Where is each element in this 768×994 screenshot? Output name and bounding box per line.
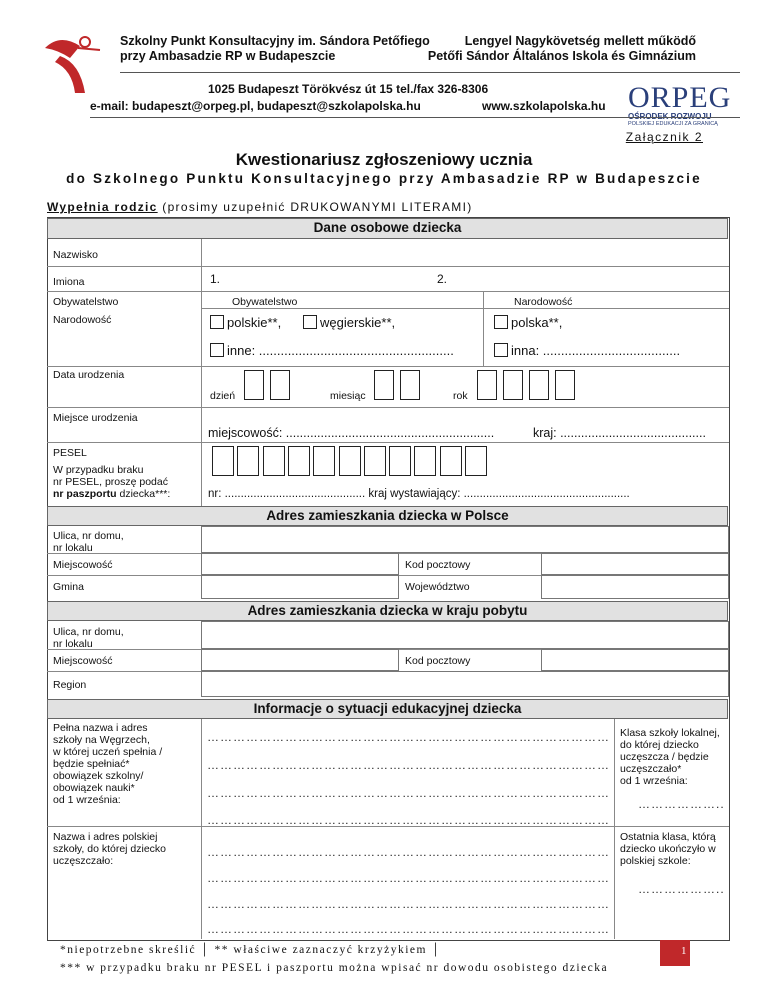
local-school-line-3[interactable]: ………………………………………………………………………………… [207, 786, 610, 800]
fill-instruction-bold: Wypełnia rodzic [47, 200, 158, 214]
pl-street-label-1: Ulica, nr domu, [53, 530, 124, 542]
pesel-note-2: nr PESEL, proszę podać [53, 476, 168, 488]
year-digit-3[interactable] [529, 370, 549, 400]
nationality-column-header: Narodowość [514, 296, 573, 308]
last-class-line: polskiej szkole: [620, 855, 691, 867]
school-name-pl [120, 34, 430, 64]
page-number: 1 [681, 945, 687, 957]
polish-school-line: szkoły, do której dziecko [53, 843, 167, 855]
header-divider-bottom [90, 117, 740, 118]
local-school-line-1[interactable]: ………………………………………………………………………………… [207, 730, 610, 744]
polish-school-line-4[interactable]: ………………………………………………………………………………… [207, 922, 610, 936]
polish-school-label [53, 831, 166, 867]
attachment-label: Załącznik 2 [625, 130, 703, 144]
school-name-line2: przy Ambasadzie RP w Budapeszcie [120, 49, 336, 63]
month-digit-2[interactable] [400, 370, 420, 400]
orpeg-logo-text: ORPEG [628, 81, 732, 114]
local-school-line-2[interactable]: ………………………………………………………………………………… [207, 758, 610, 772]
orpeg-sub1: OŚRODEK ROZWOJU [628, 112, 712, 121]
abroad-street-input[interactable] [201, 621, 729, 649]
local-school-line: od 1 września: [53, 794, 121, 806]
pesel-digit-2[interactable] [237, 446, 259, 476]
birth-country-field[interactable]: kraj: .......................................... [533, 426, 706, 440]
opt-hungarian[interactable] [303, 315, 395, 330]
opt-hungarian-label: węgierskie**, [320, 315, 396, 330]
pesel-digit-1[interactable] [212, 446, 234, 476]
name1-field[interactable]: 1. [210, 272, 221, 286]
abroad-postal-input[interactable] [541, 649, 729, 671]
year-digit-4[interactable] [555, 370, 575, 400]
polish-school-line: uczęszczało: [53, 855, 114, 867]
local-class-line: do której dziecko [620, 739, 699, 751]
local-school-line-4[interactable]: ………………………………………………………………………………… [207, 813, 610, 827]
pesel-label: PESEL [53, 447, 87, 459]
pesel-digit-9[interactable] [414, 446, 436, 476]
school-website[interactable]: www.szkolapolska.hu [482, 99, 606, 113]
fill-instruction-rest: (prosimy uzupełnić DRUKOWANYMI LITERAMI) [157, 200, 473, 214]
local-school-line: obowiązek nauki* [53, 782, 135, 794]
birth-locality-field[interactable]: miejscowość: ............................................................ [208, 426, 495, 440]
day-digit-2[interactable] [270, 370, 290, 400]
row-divider [47, 442, 729, 443]
fill-instruction [47, 200, 473, 214]
citizenship-nationality-divider [483, 292, 484, 367]
local-class-label [620, 727, 720, 787]
checkbox-polish[interactable] [210, 315, 224, 329]
orpeg-sub2: POLSKIEJ EDUKACJI ZA GRANICĄ [628, 121, 718, 127]
polish-school-line: Nazwa i adres polskiej [53, 831, 158, 843]
local-school-line: szkoły na Węgrzech, [53, 734, 150, 746]
pl-voivodeship-input[interactable] [541, 575, 729, 599]
abroad-street-label-2: nr lokalu [53, 638, 93, 650]
pl-street-input[interactable] [201, 526, 729, 553]
abroad-postal-label: Kod pocztowy [405, 655, 471, 667]
polish-school-line-1[interactable]: ………………………………………………………………………………… [207, 845, 610, 859]
year-digit-1[interactable] [477, 370, 497, 400]
opt-polska-label: polska**, [511, 315, 563, 330]
subheader-divider [201, 308, 729, 309]
section-personal: Dane osobowe dziecka [47, 218, 728, 239]
citizenship-column-header: Obywatelstwo [232, 296, 298, 308]
surname-label: Nazwisko [53, 249, 98, 261]
section-education: Informacje o sytuacji edukacyjnej dziecka [47, 699, 728, 719]
row-divider [47, 266, 729, 267]
abroad-region-label: Region [53, 679, 87, 691]
local-class-line: uczęszcza / będzie [620, 751, 709, 763]
pl-street-label-2: nr lokalu [53, 542, 93, 554]
school-name-hu-line2: Petőfi Sándor Általános Iskola és Gimnázium [427, 49, 696, 63]
abroad-city-label: Miejscowość [53, 655, 113, 667]
checkbox-other[interactable] [210, 343, 224, 357]
pl-city-input[interactable] [201, 553, 399, 575]
polish-school-line-3[interactable]: ………………………………………………………………………………… [207, 897, 610, 911]
citizenship-label: Obywatelstwo [53, 296, 119, 308]
opt-polska[interactable] [494, 315, 562, 330]
birth-place-label: Miejsce urodzenia [53, 412, 138, 424]
last-class-line: dziecko ukończyło w [620, 843, 716, 855]
pesel-digit-4[interactable] [288, 446, 310, 476]
birth-date-label: Data urodzenia [53, 369, 125, 381]
pesel-digit-5[interactable] [313, 446, 335, 476]
checkbox-polska[interactable] [494, 315, 508, 329]
pesel-digit-10[interactable] [440, 446, 462, 476]
pesel-digit-6[interactable] [339, 446, 361, 476]
day-label: dzień [210, 390, 236, 402]
day-digit-1[interactable] [244, 370, 264, 400]
month-label: miesiąc [330, 390, 366, 402]
school-name-line1: Szkolny Punkt Konsultacyjny im. Sándora Petőfiego [120, 34, 430, 48]
last-class-line: Ostatnia klasa, którą [620, 831, 716, 843]
row-divider [47, 407, 729, 408]
names-label: Imiona [53, 276, 85, 288]
edu-label-divider [201, 719, 202, 939]
local-school-label [53, 722, 162, 806]
school-email[interactable]: e-mail: budapeszt@orpeg.pl, budapeszt@szkolapolska.hu [90, 99, 421, 113]
footnote-1: *niepotrzebne skreślić │ ** właściwe zaznaczyć krzyżykiem │ [60, 944, 441, 956]
polish-school-line-2[interactable]: ………………………………………………………………………………… [207, 871, 610, 885]
pl-voivodeship-label: Województwo [405, 581, 470, 593]
school-name-hu-line1: Lengyel Nagykövetség mellett működő [464, 34, 696, 48]
name2-field[interactable]: 2. [437, 272, 448, 286]
pl-commune-input[interactable] [201, 575, 399, 599]
passport-field[interactable]: nr: ............................................ kraj wystawiający: .................................................... [208, 488, 630, 500]
local-class-line: uczęszczało* [620, 763, 682, 775]
section-address-pl: Adres zamieszkania dziecka w Polsce [47, 506, 728, 526]
pesel-note-3-rest: dziecka***: [116, 488, 171, 500]
form-subtitle: do Szkolnego Punktu Konsultacyjnego przy Ambasadzie RP w Budapeszcie [66, 171, 702, 186]
checkbox-inna[interactable] [494, 343, 508, 357]
local-school-line: Pełna nazwa i adres [53, 722, 148, 734]
local-school-line: obowiązek szkolny/ [53, 770, 144, 782]
local-class-line: od 1 września: [620, 775, 688, 787]
opt-polish-label: polskie**, [227, 315, 282, 330]
year-label: rok [453, 390, 468, 402]
pl-city-label: Miejscowość [53, 559, 113, 571]
form-title: Kwestionariusz zgłoszeniowy ucznia [235, 150, 533, 169]
local-class-input[interactable]: ……………….. [638, 797, 725, 811]
month-digit-1[interactable] [374, 370, 394, 400]
checkbox-hungarian[interactable] [303, 315, 317, 329]
opt-other[interactable] [210, 343, 454, 358]
local-school-line: w której uczeń spełnia / [53, 746, 163, 758]
opt-polish[interactable] [210, 315, 281, 330]
label-column-divider [201, 239, 202, 515]
opt-inna-label: inna: ...................................... [511, 343, 681, 358]
school-address: 1025 Budapeszt Törökvész út 15 tel./fax 326-8306 [208, 82, 489, 96]
local-school-line: będzie spełniać* [53, 758, 130, 770]
last-class-input[interactable]: ……………….. [638, 882, 725, 896]
opt-inna[interactable] [494, 343, 680, 358]
opt-other-label: inne: ...................................................... [227, 343, 454, 358]
pesel-note-1: W przypadku braku [53, 464, 144, 476]
pesel-digit-8[interactable] [389, 446, 411, 476]
pesel-digit-3[interactable] [263, 446, 285, 476]
school-name-hu [428, 34, 696, 64]
section-address-abroad: Adres zamieszkania dziecka w kraju pobytu [47, 601, 728, 621]
nationality-label: Narodowość [53, 314, 112, 326]
row-divider [47, 291, 729, 292]
school-logo [40, 28, 120, 98]
pesel-digit-7[interactable] [364, 446, 386, 476]
pesel-note-3-bold: nr paszportu [53, 488, 117, 500]
orpeg-logo [628, 81, 738, 127]
edu-class-divider [614, 719, 615, 939]
pesel-digit-11[interactable] [465, 446, 487, 476]
footnote-2: *** w przypadku braku nr PESEL i paszportu można wpisać nr dowodu osobistego dziecka [60, 962, 609, 974]
local-class-line: Klasa szkoły lokalnej, [620, 727, 720, 739]
header-divider-top [120, 72, 740, 73]
pl-commune-label: Gmina [53, 581, 84, 593]
pl-postal-input[interactable] [541, 553, 729, 575]
abroad-region-input[interactable] [201, 671, 729, 697]
pl-postal-label: Kod pocztowy [405, 559, 471, 571]
abroad-city-input[interactable] [201, 649, 399, 671]
last-class-label [620, 831, 716, 867]
pesel-note-3 [53, 488, 170, 500]
abroad-street-label-1: Ulica, nr domu, [53, 626, 124, 638]
year-digit-2[interactable] [503, 370, 523, 400]
row-divider [47, 366, 729, 367]
